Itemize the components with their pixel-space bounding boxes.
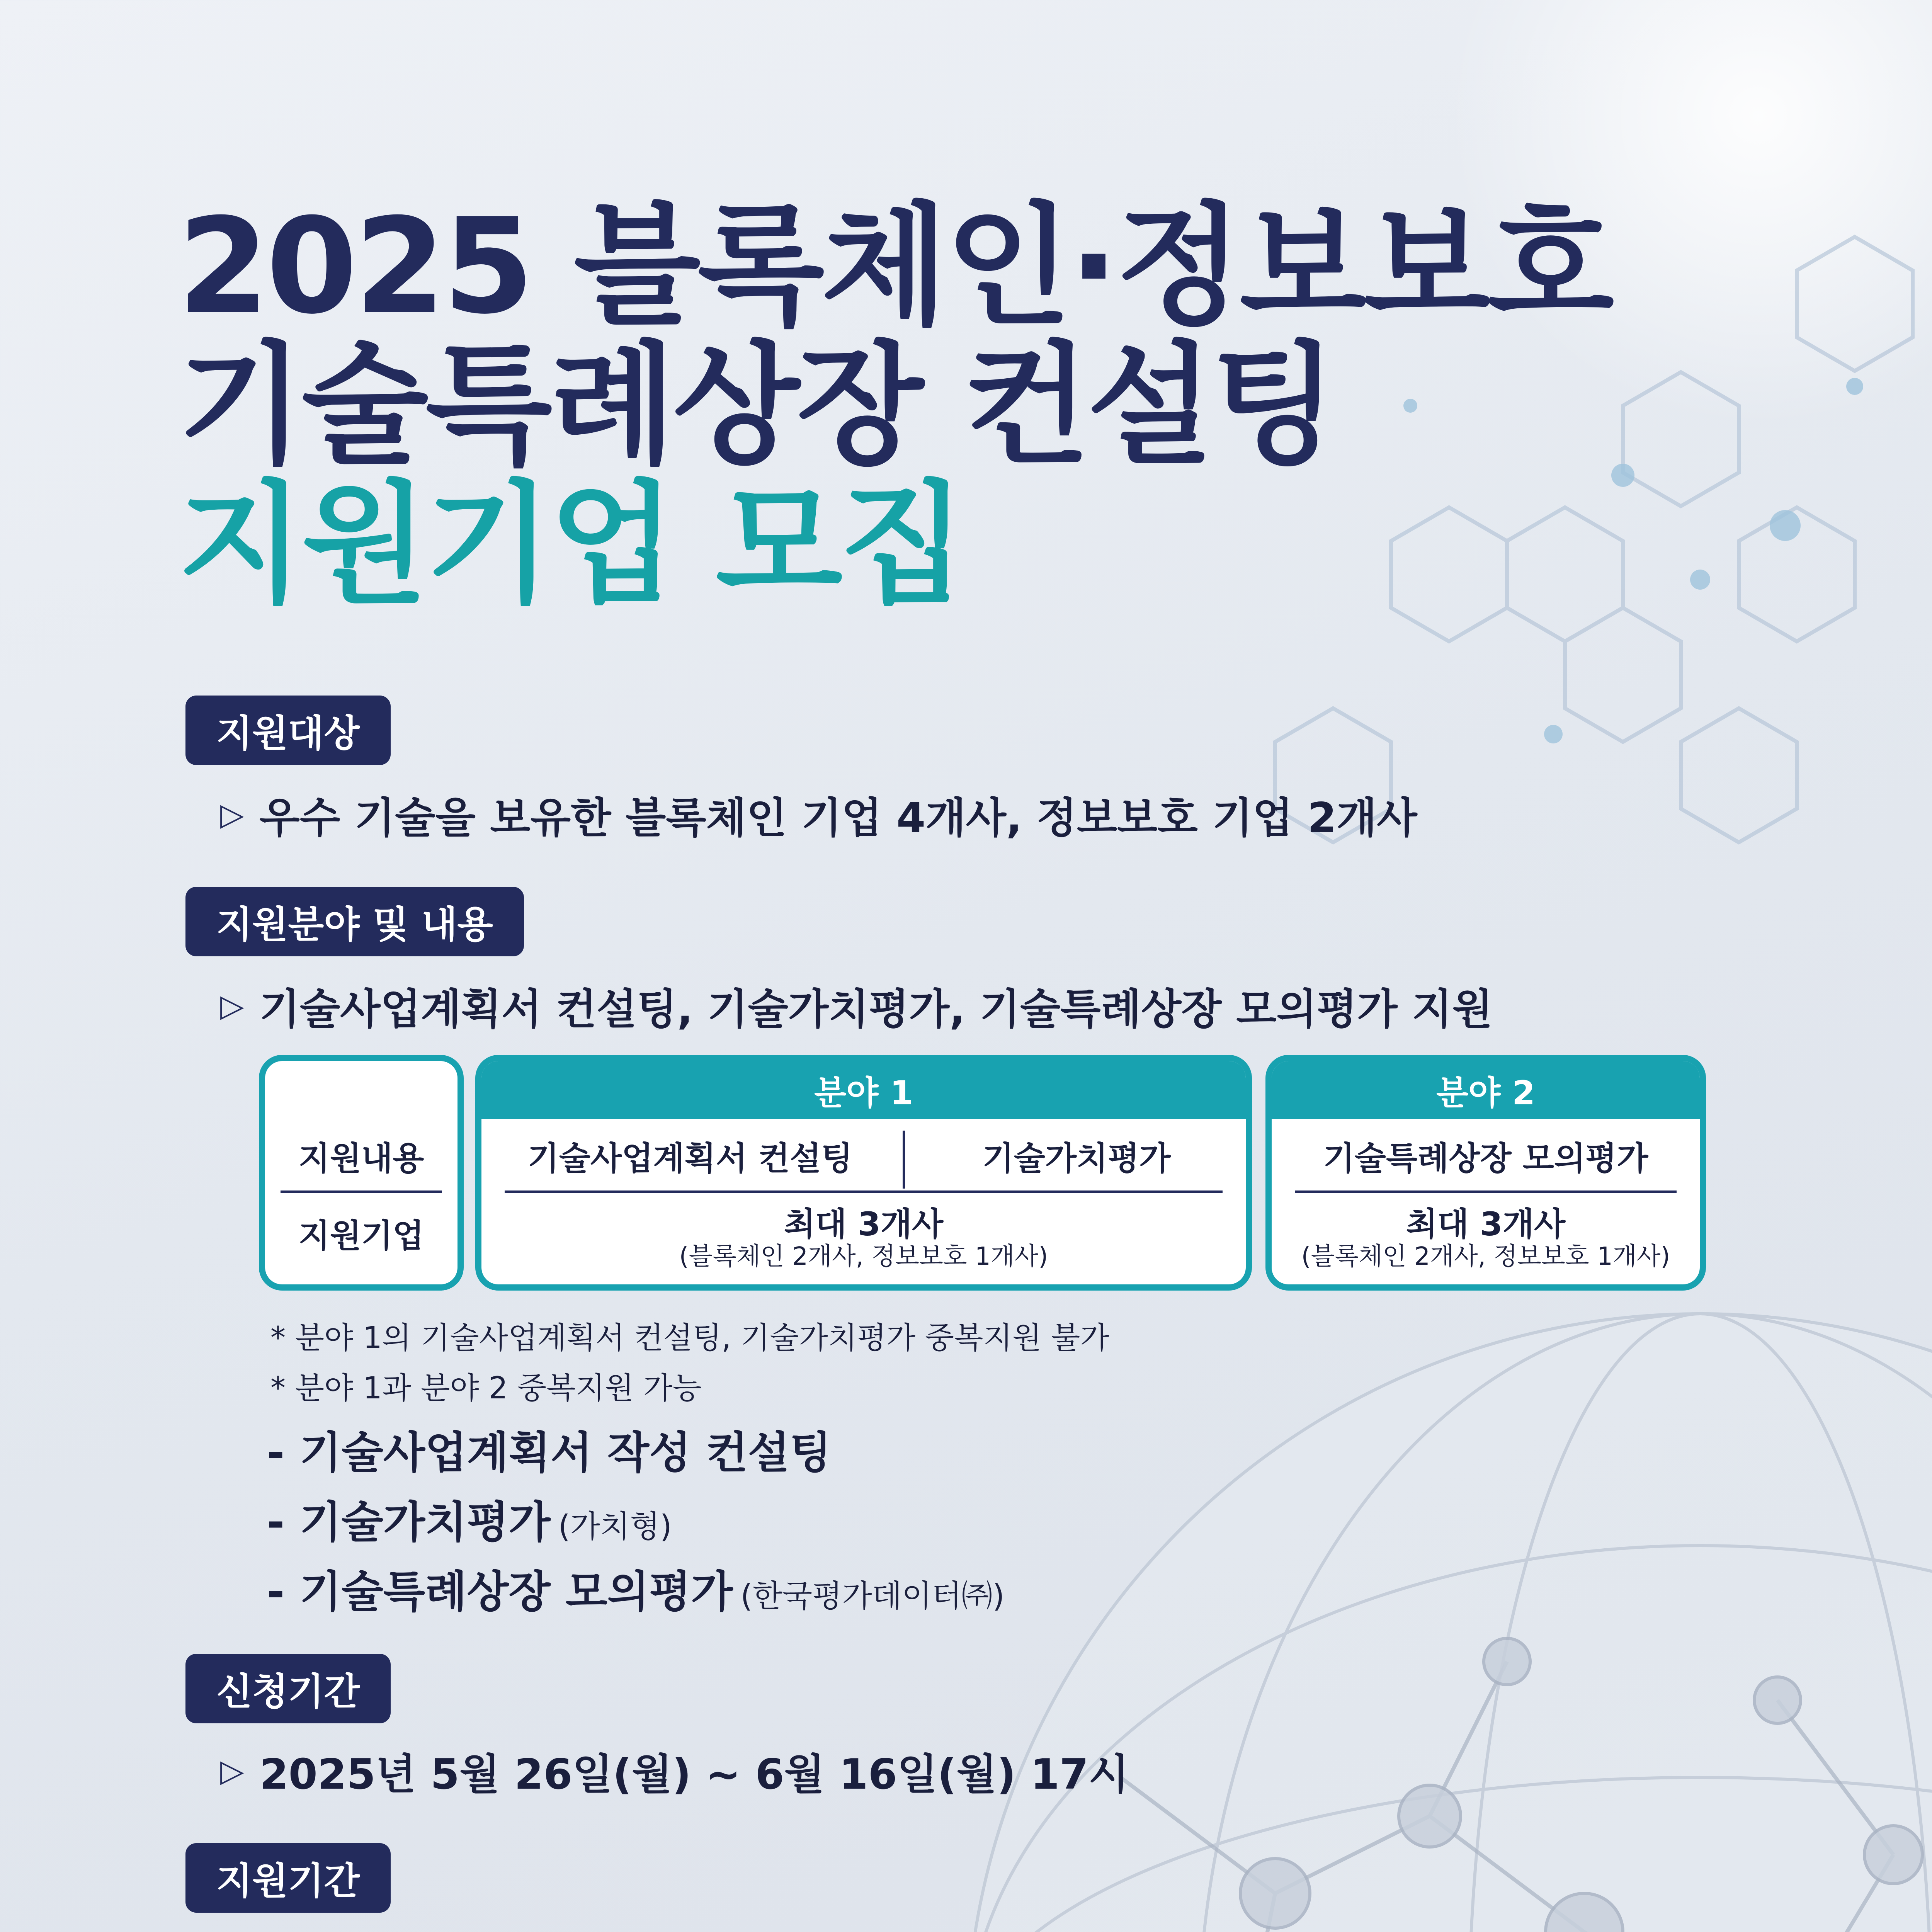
field-1-header: 분야 1 [481, 1061, 1246, 1119]
table-row-labels [259, 1055, 464, 1291]
field-2-max: 최대 3개사 [1406, 1205, 1566, 1243]
support-period-text [260, 1930, 743, 1932]
service-1: - 기술사업계획서 작성 컨설팅 [267, 1428, 832, 1478]
service-2-text: - 기술가치평가 [267, 1497, 551, 1548]
field-bullet [220, 976, 1493, 1036]
title-line-1: 2025 블록체인·정보보호 [178, 190, 1611, 343]
section-badge-target: 지원대상 [185, 696, 391, 765]
title-line-2: 기술특례상장 컨설팅 [178, 329, 1335, 482]
table-field-1 [475, 1055, 1252, 1291]
section-badge-period: 신청기간 [185, 1654, 391, 1723]
field-2-detail: (블록체인 2개사, 정보보호 1개사) [1301, 1242, 1670, 1271]
section-badge-support-period: 지원기간 [185, 1843, 391, 1913]
service-3-note: (한국평가데이터㈜) [740, 1578, 1005, 1614]
period-bullet [220, 1741, 1129, 1801]
section-badge-field: 지원분야 및 내용 [185, 887, 524, 956]
triangle-bullet-icon: ▷ [220, 796, 244, 832]
service-2 [267, 1488, 672, 1550]
field-2-item: 기술특례상장 모의평가 [1323, 1139, 1648, 1177]
field-1-max: 최대 3개사 [784, 1205, 944, 1243]
support-period-bullet [220, 1930, 1133, 1932]
field-2-header: 분야 2 [1272, 1061, 1700, 1119]
target-bullet [220, 784, 1417, 844]
field-1-item-a: 기술사업계획서 컨설팅 [527, 1139, 853, 1177]
table-field-2 [1265, 1055, 1706, 1291]
service-2-note: (가치형) [558, 1509, 672, 1544]
service-3 [267, 1557, 1005, 1619]
period-text: 2025년 5월 26일(월) ~ 6월 16일(월) 17시 [259, 1750, 1129, 1799]
note-1: * 분야 1의 기술사업계획서 컨설팅, 기술가치평가 중복지원 불가 [270, 1321, 1109, 1355]
service-3-text: - 기술특례상장 모의평가 [267, 1567, 733, 1617]
field-text: 기술사업계획서 컨설팅, 기술가치평가, 기술특례상장 모의평가 지원 [259, 985, 1493, 1034]
row-label-content: 지원내용 [298, 1139, 424, 1177]
note-2: * 분야 1과 분야 2 중복지원 가능 [270, 1371, 702, 1406]
field-1-detail: (블록체인 2개사, 정보보호 1개사) [679, 1242, 1048, 1271]
triangle-bullet-icon: ▷ [220, 1753, 244, 1789]
triangle-bullet-icon: ▷ [220, 988, 244, 1024]
row-label-company: 지원기업 [298, 1216, 424, 1255]
field-1-item-b: 기술가치평가 [982, 1139, 1171, 1177]
target-text: 우수 기술을 보유한 블록체인 기업 4개사, 정보보호 기업 2개사 [259, 794, 1417, 842]
title-line-3: 지원기업 모집 [178, 468, 964, 621]
